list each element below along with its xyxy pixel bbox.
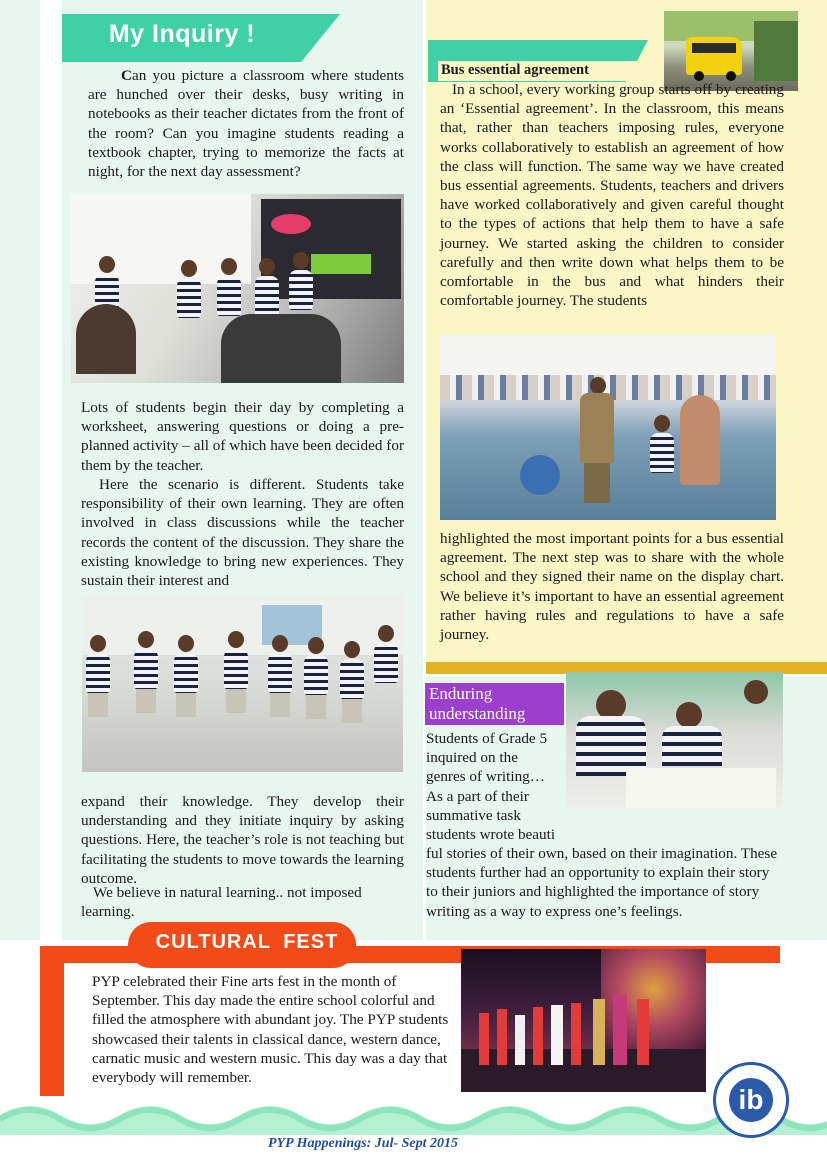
enduring-heading-line-1: Enduring bbox=[429, 684, 493, 703]
enduring-paragraph-wide: ful stories of their own, based on their imagination. These students further had an opportunity to explain their story to their juniors and highlighted the importance of story writing as a way to express one’s feelings. bbox=[426, 845, 778, 920]
inquiry-paragraph-3: Here the scenario is different. Students take responsibility of their own learning. They are often involved in class discussions while the teacher records the content of the discussion. They share the existing knowledge to bring new experiences. They sustain their interest and bbox=[81, 476, 404, 590]
ib-logo-icon bbox=[713, 1062, 789, 1138]
enduring-paragraph-narrow: Students of Grade 5 inquired on the genres of writing… As a part of their summative task students wrote beauti bbox=[426, 730, 556, 844]
classroom-photo bbox=[71, 194, 404, 383]
footer-text: PYP Happenings: Jul- Sept 2015 bbox=[268, 1136, 459, 1151]
bus-paragraph-2: highlighted the most important points for a bus essential agreement. The next step was to share with the whole school and they signed their name on the display chart. We believe it’s important to have an essential agreement rather having rules and regulations to have a safe journey. bbox=[440, 530, 784, 644]
hall-activity-photo bbox=[440, 335, 776, 520]
page-title: My Inquiry ! bbox=[108, 20, 256, 48]
ib-logo-mark: ib bbox=[729, 1078, 773, 1122]
enduring-heading bbox=[429, 684, 563, 724]
bus-heading: Bus essential agreement bbox=[441, 62, 589, 78]
inquiry-paragraph-5: We believe in natural learning.. not imposed learning. bbox=[81, 884, 362, 921]
inquiry-paragraph-1 bbox=[88, 66, 404, 181]
students-writing-photo bbox=[566, 672, 783, 809]
cultural-paragraph: PYP celebrated their Fine arts fest in the month of September. This day made the entire school colorful and filled the atmosphere with abundant joy. The PYP students showcased their talents in classical dance, western dance, carnatic music and western music. This day was a day that everybody will remember. bbox=[92, 973, 449, 1087]
enduring-heading-line-2: understanding bbox=[429, 704, 526, 723]
inquiry-paragraph-2: Lots of students begin their day by completing a worksheet, answering questions or doing a pre-planned activity – all of which have been decided for them by the teacher. bbox=[81, 399, 404, 474]
cultural-side-bar bbox=[40, 946, 64, 1096]
inquiry-paragraph-1-text: an you picture a classroom where students are hunched over their desks, busy writing in notebooks as their teacher dictates from the front of the room? Can you imagine students reading a textbook chapter, trying to memorize the facts at night, for the next day assessment? bbox=[88, 67, 404, 181]
wave-decoration bbox=[0, 1095, 827, 1135]
left-margin-strip bbox=[40, 0, 62, 940]
drop-letter: C bbox=[121, 67, 132, 84]
school-bus-photo bbox=[664, 11, 798, 91]
students-circle-photo bbox=[82, 595, 403, 772]
bus-paragraph-1-text: In a school, every working group starts off by creating an ‘Essential agreement’. In the classroom, this means that, rather than teachers imposing rules, everyone works collaboratively to establish an agreement of how the class will function. The same way we have created bus essential agreements. Students, teachers and drivers have worked collaboratively and given careful thought to the types of actions that help them to have a safe journey. We started asking the children to consider carefully and then write down what helps them to be comfortable in the bus and what hinders their comfortable journey. The students bbox=[440, 81, 784, 310]
cultural-fest-dance-photo bbox=[461, 949, 706, 1092]
cultural-heading: CULTURAL FEST bbox=[155, 931, 339, 953]
bus-paragraph-1 bbox=[440, 80, 784, 310]
inquiry-paragraph-4: expand their knowledge. They develop their understanding and they initiate inquiry by asking questions. Here, the teacher’s role is not teaching but facilitating the students to move towards the learning outcome. bbox=[81, 793, 404, 887]
